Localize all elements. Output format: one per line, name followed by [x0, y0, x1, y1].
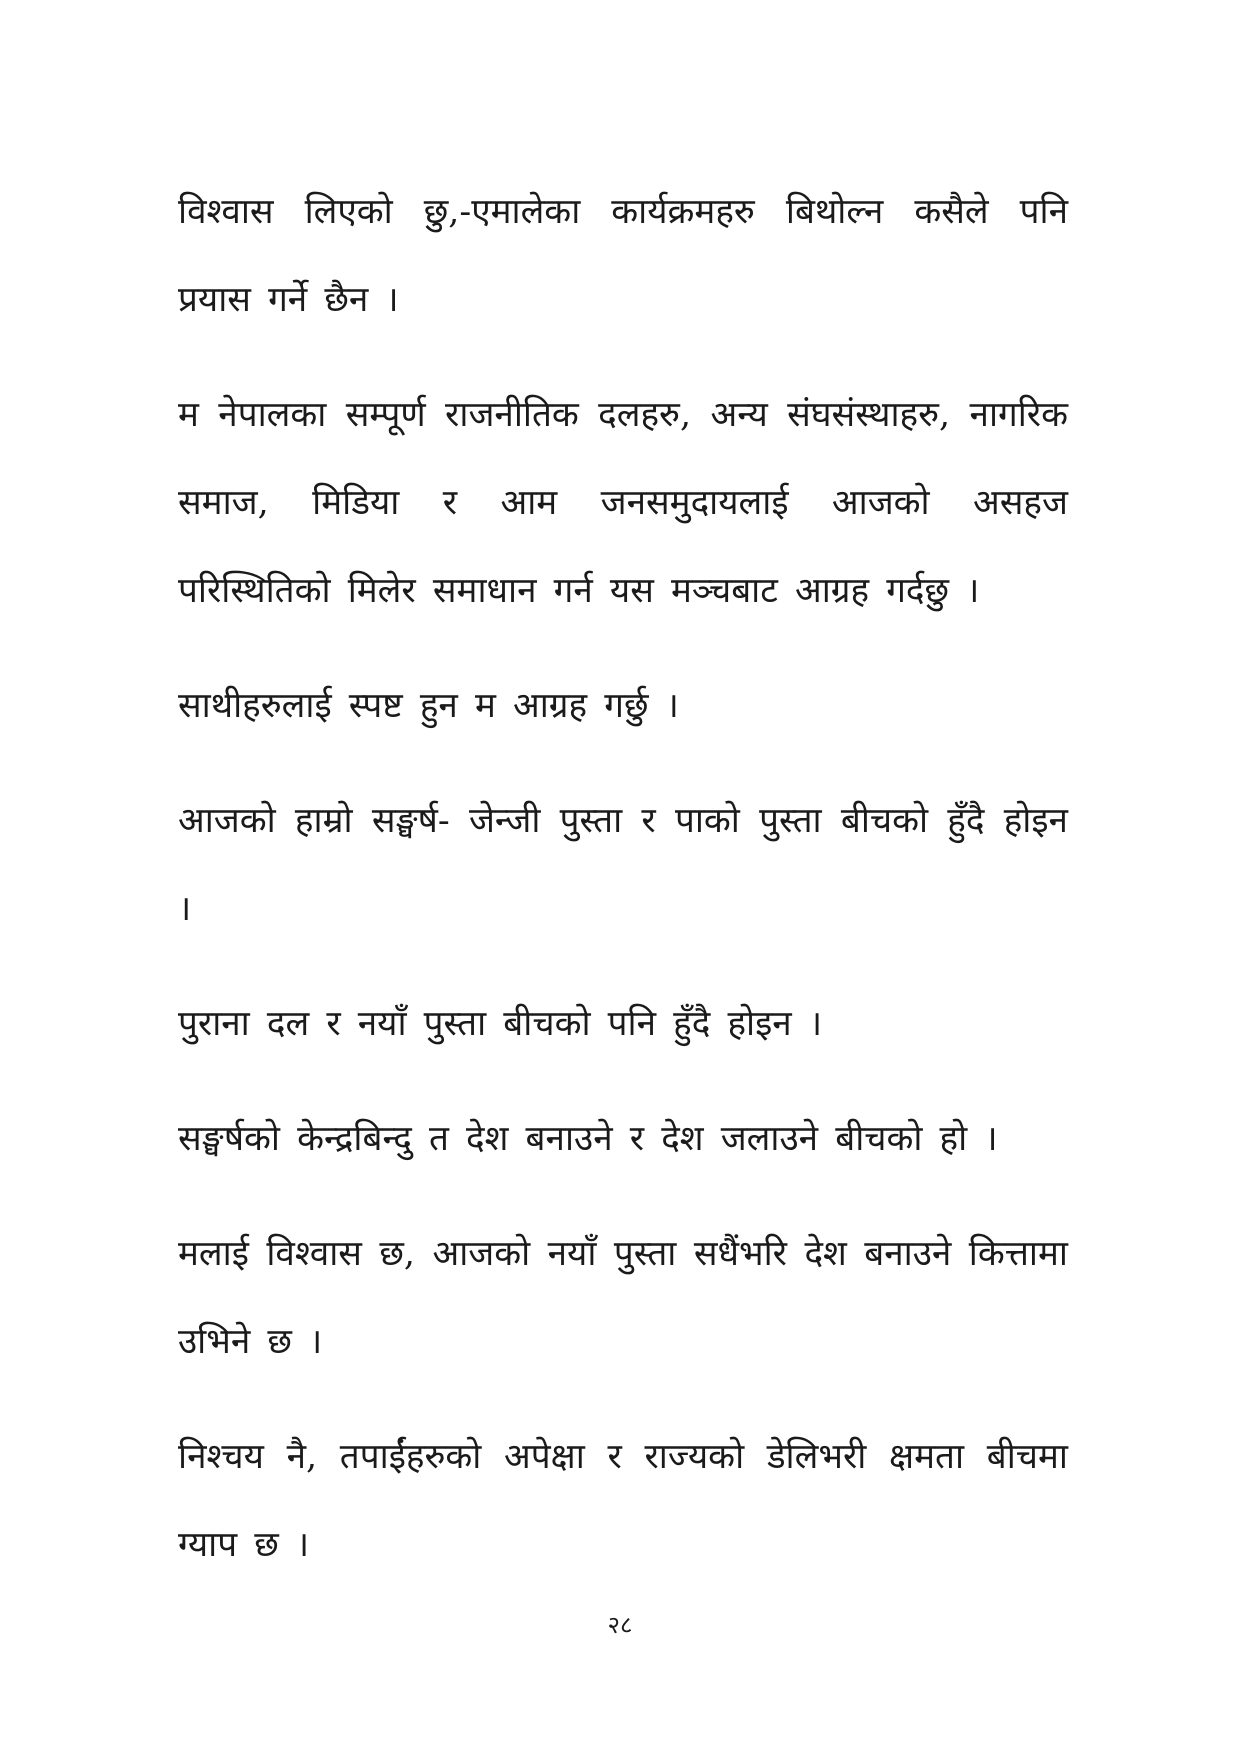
- paragraph-1: विश्वास लिएको छु,-एमालेका कार्यक्रमहरु बिथोल्न कसैले पनि प्रयास गर्ने छैन ।: [178, 192, 1068, 320]
- paragraph-6: सङ्घर्षको केन्द्रबिन्दु त देश बनाउने र देश जलाउने बीचको हो ।: [178, 1119, 998, 1159]
- paragraph-2: म नेपालका सम्पूर्ण राजनीतिक दलहरु, अन्य संघसंस्थाहरु, नागरिक समाज, मिडिया र आम जनसमुदायलाई आजको असहज परिस्थितिको मिलेर समाधान गर्न यस मञ्चबाट आग्रह गर्दछु ।: [178, 395, 1068, 611]
- paragraph-5: पुराना दल र नयाँ पुस्ता बीचको पनि हुँदै होइन ।: [178, 1004, 823, 1044]
- document-body: [178, 168, 1068, 1616]
- paragraph-7: मलाई विश्वास छ, आजको नयाँ पुस्ता सधैंभरि देश बनाउने कित्तामा उभिने छ ।: [178, 1234, 1068, 1362]
- page-number: २८: [607, 1611, 633, 1639]
- paragraph-4: आजको हाम्रो सङ्घर्ष- जेन्जी पुस्ता र पाको पुस्ता बीचको हुँदै होइन ।: [178, 801, 1068, 929]
- paragraph-8: निश्चय नै, तपाईंहरुको अपेक्षा र राज्यको डेलिभरी क्षमता बीचमा ग्याप छ ।: [178, 1437, 1068, 1565]
- paragraph-3: साथीहरुलाई स्पष्ट हुन म आग्रह गर्छु ।: [178, 686, 679, 726]
